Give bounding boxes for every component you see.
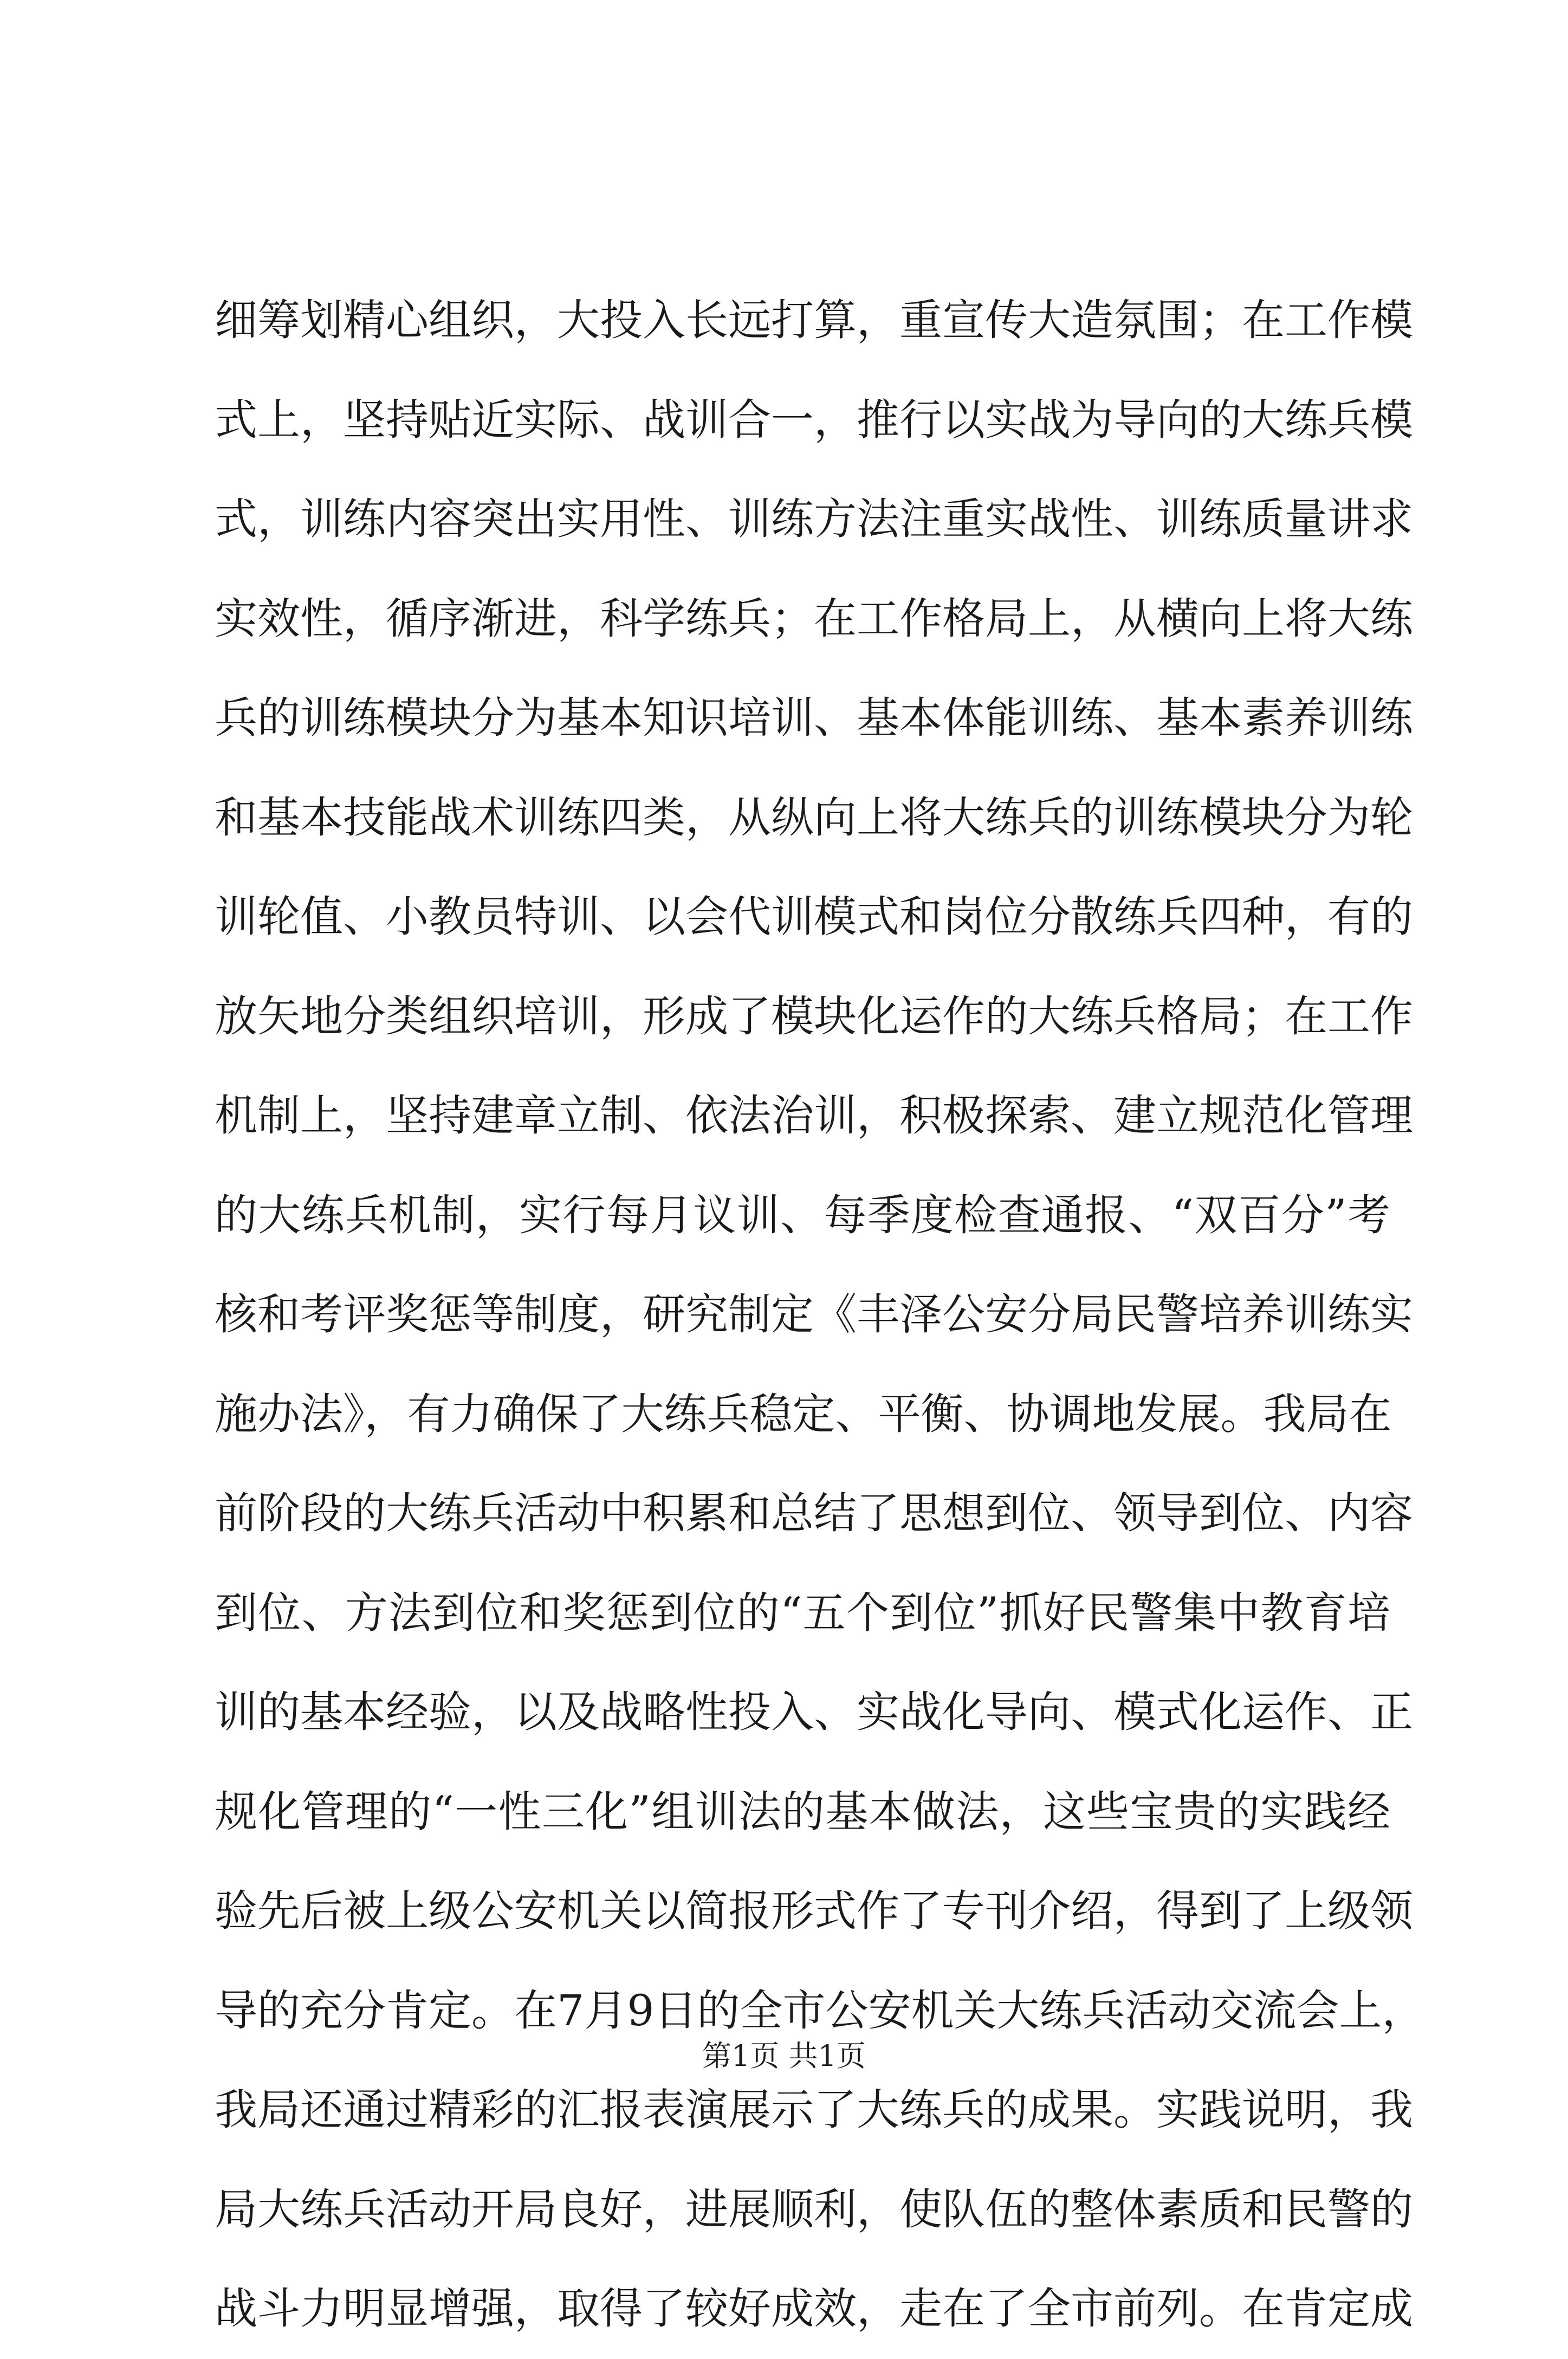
text-line: 式，训练内容突出实用性、训练方法注重实战性、训练质量讲求 — [215, 494, 1413, 544]
text-line: 和基本技能战术训练四类，从纵向上将大练兵的训练模块分为轮 — [215, 792, 1413, 842]
text-line: 战斗力明显增强，取得了较好成效，走在了全市前列。在肯定成 — [215, 2284, 1413, 2334]
text-line: 训的基本经验，以及战略性投入、实战化导向、模式化运作、正 — [215, 1687, 1413, 1737]
text-line: 验先后被上级公安机关以简报形式作了专刊介绍，得到了上级领 — [215, 1886, 1413, 1936]
text-line: 训轮值、小教员特训、以会代训模式和岗位分散练兵四种，有的 — [215, 892, 1413, 942]
text-line: 放矢地分类组织培训，形成了模块化运作的大练兵格局；在工作 — [215, 991, 1413, 1041]
text-line: 导的充分肯定。在7月9日的全市公安机关大练兵活动交流会上， — [215, 1985, 1425, 2036]
text-line: 规化管理的“一性三化”组训法的基本做法，这些宝贵的实践经 — [215, 1786, 1390, 1837]
page-number-label: 第1页 共1页 — [702, 2039, 866, 2073]
text-line: 兵的训练模块分为基本知识培训、基本体能训练、基本素养训练 — [215, 693, 1413, 743]
text-line: 机制上，坚持建章立制、依法治训，积极探索、建立规范化管理 — [215, 1091, 1413, 1140]
text-line: 施办法》，有力确保了大练兵稳定、平衡、协调地发展。我局在 — [215, 1389, 1392, 1439]
text-line: 细筹划精心组织，大投入长远打算，重宣传大造氛围；在工作模 — [215, 295, 1413, 345]
text-line: 式上，坚持贴近实际、战训合一，推行以实战为导向的大练兵模 — [215, 394, 1413, 445]
text-line: 我局还通过精彩的汇报表演展示了大练兵的成果。实践说明，我 — [215, 2085, 1413, 2135]
text-line: 实效性，循序渐进，科学练兵；在工作格局上，从横向上将大练 — [215, 593, 1413, 644]
text-line: 核和考评奖惩等制度，研究制定《丰泽公安分局民警培养训练实 — [215, 1289, 1413, 1339]
page-footer — [0, 2034, 1568, 2078]
text-line: 前阶段的大练兵活动中积累和总结了思想到位、领导到位、内容 — [215, 1488, 1413, 1538]
text-line: 局大练兵活动开局良好，进展顺利，使队伍的整体素质和民警的 — [215, 2184, 1413, 2234]
text-line: 到位、方法到位和奖惩到位的“五个到位”抓好民警集中教育培 — [215, 1587, 1390, 1638]
text-line: 的大练兵机制，实行每月议训、每季度检查通报、“双百分”考 — [215, 1190, 1390, 1240]
